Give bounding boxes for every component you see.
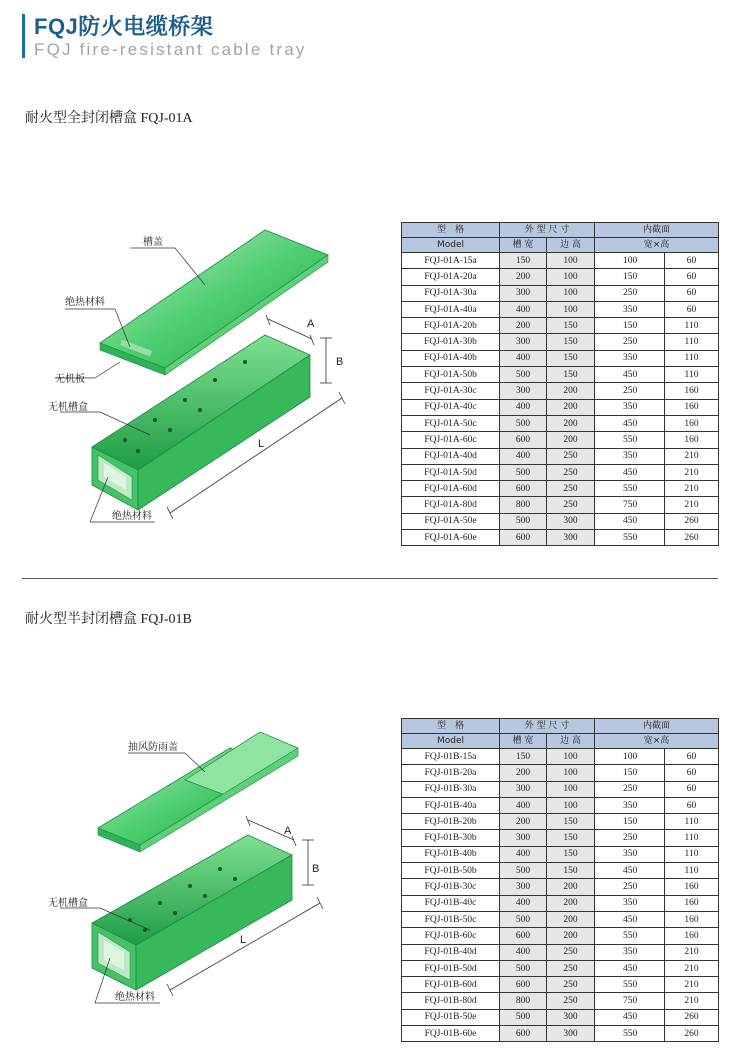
table-row xyxy=(402,367,719,383)
cell-width: 400 xyxy=(500,797,547,813)
table-row xyxy=(402,350,719,366)
cell-model: FQJ-01B-50c xyxy=(402,911,500,927)
cell-width: 800 xyxy=(500,497,547,513)
cell-width: 200 xyxy=(500,318,547,334)
cell-inner-height: 60 xyxy=(665,749,719,765)
cell-inner-width: 350 xyxy=(595,797,665,813)
table-row xyxy=(402,830,719,846)
cell-model: FQJ-01A-40a xyxy=(402,301,500,317)
cell-inner-width: 750 xyxy=(595,497,665,513)
cell-inner-height: 110 xyxy=(665,846,719,862)
cell-width: 600 xyxy=(500,1026,547,1042)
cell-inner-width: 350 xyxy=(595,846,665,862)
table-row xyxy=(402,383,719,399)
cell-model: FQJ-01B-60e xyxy=(402,1026,500,1042)
table-row xyxy=(402,977,719,993)
cell-edge: 200 xyxy=(547,432,595,448)
cell-inner-width: 450 xyxy=(595,415,665,431)
cell-inner-height: 110 xyxy=(665,334,719,350)
cell-edge: 300 xyxy=(547,530,595,546)
table-row xyxy=(402,895,719,911)
cell-width: 300 xyxy=(500,781,547,797)
cell-inner-width: 450 xyxy=(595,367,665,383)
dim-l-label-b: L xyxy=(240,934,247,946)
cell-model: FQJ-01B-40c xyxy=(402,895,500,911)
table-row xyxy=(402,399,719,415)
cell-edge: 150 xyxy=(547,350,595,366)
cell-inner-height: 210 xyxy=(665,448,719,464)
cell-model: FQJ-01A-50c xyxy=(402,415,500,431)
cell-edge: 300 xyxy=(547,1009,595,1025)
cell-width: 600 xyxy=(500,977,547,993)
table-row xyxy=(402,911,719,927)
cell-edge: 150 xyxy=(547,814,595,830)
cell-inner-height: 210 xyxy=(665,497,719,513)
cell-inner-height: 110 xyxy=(665,367,719,383)
cell-inner-width: 150 xyxy=(595,765,665,781)
cell-edge: 250 xyxy=(547,448,595,464)
dim-b-label: B xyxy=(336,356,344,368)
cell-width: 400 xyxy=(500,350,547,366)
cell-edge: 150 xyxy=(547,334,595,350)
table-row xyxy=(402,781,719,797)
cell-edge: 250 xyxy=(547,944,595,960)
label-board: 无机板 xyxy=(55,374,85,385)
cell-model: FQJ-01A-80d xyxy=(402,497,500,513)
cell-inner-width: 350 xyxy=(595,448,665,464)
cell-edge: 300 xyxy=(547,513,595,529)
table-row xyxy=(402,797,719,813)
label-insulation-b: 绝热材料 xyxy=(115,992,155,1003)
cell-width: 150 xyxy=(500,749,547,765)
cell-inner-height: 260 xyxy=(665,1026,719,1042)
trough-b xyxy=(92,835,292,990)
table-row xyxy=(402,269,719,285)
cell-width: 500 xyxy=(500,911,547,927)
cell-model: FQJ-01A-30a xyxy=(402,285,500,301)
cell-edge: 150 xyxy=(547,830,595,846)
cell-width: 500 xyxy=(500,960,547,976)
section-a-diagram xyxy=(20,215,370,535)
dim-a-label: A xyxy=(307,318,315,330)
cell-model: FQJ-01A-30b xyxy=(402,334,500,350)
cell-width: 300 xyxy=(500,830,547,846)
cell-model: FQJ-01B-20a xyxy=(402,765,500,781)
cell-inner-height: 110 xyxy=(665,350,719,366)
cell-edge: 200 xyxy=(547,415,595,431)
cell-edge: 200 xyxy=(547,383,595,399)
th-width: 槽 宽 xyxy=(500,238,547,253)
cell-inner-height: 160 xyxy=(665,399,719,415)
cell-inner-height: 210 xyxy=(665,977,719,993)
cell-inner-height: 160 xyxy=(665,415,719,431)
table-row xyxy=(402,879,719,895)
cell-edge: 100 xyxy=(547,765,595,781)
cell-inner-width: 250 xyxy=(595,285,665,301)
cell-inner-width: 350 xyxy=(595,301,665,317)
cell-inner-width: 350 xyxy=(595,399,665,415)
dim-b-label-b: B xyxy=(312,863,320,875)
cell-model: FQJ-01B-60d xyxy=(402,977,500,993)
table-row xyxy=(402,464,719,480)
cell-width: 300 xyxy=(500,334,547,350)
cell-inner-width: 250 xyxy=(595,383,665,399)
cell-width: 500 xyxy=(500,367,547,383)
label-trough-b: 无机槽盒 xyxy=(48,898,88,909)
cell-edge: 150 xyxy=(547,863,595,879)
cell-inner-height: 110 xyxy=(665,863,719,879)
cell-inner-height: 110 xyxy=(665,830,719,846)
cell-edge: 100 xyxy=(547,253,595,269)
cell-model: FQJ-01A-60d xyxy=(402,481,500,497)
cell-width: 400 xyxy=(500,448,547,464)
cell-model: FQJ-01B-50b xyxy=(402,863,500,879)
th-outer-b: 外 型 尺 寸 xyxy=(500,719,595,734)
trough-a xyxy=(92,335,310,510)
cell-edge: 150 xyxy=(547,318,595,334)
label-insulation-top: 绝热材料 xyxy=(65,297,105,308)
cell-inner-width: 450 xyxy=(595,513,665,529)
cell-model: FQJ-01B-50e xyxy=(402,1009,500,1025)
cell-width: 400 xyxy=(500,944,547,960)
page-subtitle: FQJ fire-resistant cable tray xyxy=(34,40,307,59)
cell-model: FQJ-01A-50d xyxy=(402,464,500,480)
th-inner-bottom-b: 宽×高 xyxy=(595,734,719,749)
label-insulation-bottom: 绝热材料 xyxy=(112,511,152,522)
cell-inner-width: 450 xyxy=(595,464,665,480)
cell-inner-height: 60 xyxy=(665,797,719,813)
cell-model: FQJ-01B-30a xyxy=(402,781,500,797)
table-row xyxy=(402,253,719,269)
cell-inner-height: 210 xyxy=(665,944,719,960)
cell-model: FQJ-01B-20b xyxy=(402,814,500,830)
cell-width: 500 xyxy=(500,415,547,431)
cell-width: 400 xyxy=(500,301,547,317)
cell-inner-height: 260 xyxy=(665,1009,719,1025)
cell-edge: 200 xyxy=(547,911,595,927)
cell-edge: 150 xyxy=(547,367,595,383)
cell-edge: 200 xyxy=(547,879,595,895)
cell-inner-height: 210 xyxy=(665,960,719,976)
cell-model: FQJ-01B-40b xyxy=(402,846,500,862)
cell-model: FQJ-01A-20a xyxy=(402,269,500,285)
cell-model: FQJ-01B-80d xyxy=(402,993,500,1009)
cell-model: FQJ-01A-30c xyxy=(402,383,500,399)
th-outer: 外 型 尺 寸 xyxy=(500,223,595,238)
table-row xyxy=(402,1009,719,1025)
cell-model: FQJ-01A-60e xyxy=(402,530,500,546)
table-row xyxy=(402,432,719,448)
th-model-top-b: 型 格 xyxy=(402,719,500,734)
section-a-title: 耐火型全封闭槽盒 FQJ-01A xyxy=(25,111,193,126)
cell-width: 300 xyxy=(500,285,547,301)
cell-inner-width: 250 xyxy=(595,334,665,350)
table-row xyxy=(402,846,719,862)
cell-model: FQJ-01A-15a xyxy=(402,253,500,269)
cell-inner-width: 100 xyxy=(595,253,665,269)
th-inner-top-b: 内截面 xyxy=(595,719,719,734)
cell-inner-width: 550 xyxy=(595,1026,665,1042)
table-row xyxy=(402,318,719,334)
cell-width: 300 xyxy=(500,383,547,399)
cell-width: 500 xyxy=(500,863,547,879)
cell-width: 500 xyxy=(500,1009,547,1025)
cell-inner-width: 100 xyxy=(595,749,665,765)
dim-a-label-b: A xyxy=(284,825,292,837)
cell-inner-height: 60 xyxy=(665,269,719,285)
table-row xyxy=(402,334,719,350)
cell-edge: 250 xyxy=(547,481,595,497)
table-row xyxy=(402,448,719,464)
cell-inner-width: 550 xyxy=(595,481,665,497)
cell-inner-height: 60 xyxy=(665,253,719,269)
cell-inner-height: 160 xyxy=(665,879,719,895)
cell-inner-height: 160 xyxy=(665,928,719,944)
cell-inner-width: 150 xyxy=(595,269,665,285)
cell-inner-height: 210 xyxy=(665,464,719,480)
table-row xyxy=(402,814,719,830)
cell-edge: 100 xyxy=(547,285,595,301)
cell-edge: 250 xyxy=(547,993,595,1009)
table-row xyxy=(402,415,719,431)
cell-edge: 100 xyxy=(547,749,595,765)
cell-inner-width: 350 xyxy=(595,944,665,960)
table-row xyxy=(402,960,719,976)
cell-width: 200 xyxy=(500,269,547,285)
cell-inner-width: 450 xyxy=(595,960,665,976)
cell-inner-width: 550 xyxy=(595,530,665,546)
cell-edge: 250 xyxy=(547,464,595,480)
cell-model: FQJ-01A-50b xyxy=(402,367,500,383)
cell-model: FQJ-01B-40a xyxy=(402,797,500,813)
cell-inner-width: 550 xyxy=(595,928,665,944)
cell-inner-width: 550 xyxy=(595,977,665,993)
header-accent-bar xyxy=(22,14,25,58)
cell-edge: 250 xyxy=(547,497,595,513)
cell-model: FQJ-01A-20b xyxy=(402,318,500,334)
th-edge-b: 边 高 xyxy=(547,734,595,749)
cell-width: 600 xyxy=(500,481,547,497)
cell-inner-width: 250 xyxy=(595,830,665,846)
cell-width: 600 xyxy=(500,432,547,448)
cell-inner-width: 150 xyxy=(595,318,665,334)
cell-width: 400 xyxy=(500,846,547,862)
cell-model: FQJ-01B-50d xyxy=(402,960,500,976)
cell-width: 200 xyxy=(500,765,547,781)
cell-inner-width: 450 xyxy=(595,863,665,879)
page-title: FQJ防火电缆桥架 xyxy=(34,14,214,39)
cell-inner-width: 150 xyxy=(595,814,665,830)
table-row xyxy=(402,301,719,317)
cell-model: FQJ-01A-60c xyxy=(402,432,500,448)
th-model-bottom: Model xyxy=(402,238,500,253)
cell-model: FQJ-01A-50e xyxy=(402,513,500,529)
cell-edge: 200 xyxy=(547,928,595,944)
th-model-bottom-b: Model xyxy=(402,734,500,749)
cell-edge: 100 xyxy=(547,301,595,317)
cell-width: 200 xyxy=(500,814,547,830)
cell-inner-height: 160 xyxy=(665,383,719,399)
cell-width: 600 xyxy=(500,928,547,944)
cell-edge: 100 xyxy=(547,269,595,285)
cell-inner-height: 60 xyxy=(665,781,719,797)
cell-inner-height: 60 xyxy=(665,301,719,317)
cell-inner-width: 450 xyxy=(595,1009,665,1025)
table-row xyxy=(402,749,719,765)
table-row xyxy=(402,481,719,497)
cell-model: FQJ-01A-40b xyxy=(402,350,500,366)
cell-model: FQJ-01B-15a xyxy=(402,749,500,765)
cell-inner-width: 750 xyxy=(595,993,665,1009)
cell-inner-height: 210 xyxy=(665,481,719,497)
cell-inner-width: 350 xyxy=(595,350,665,366)
cell-edge: 150 xyxy=(547,846,595,862)
cell-inner-height: 160 xyxy=(665,895,719,911)
th-model-top: 型 格 xyxy=(402,223,500,238)
cell-inner-height: 260 xyxy=(665,530,719,546)
cell-width: 500 xyxy=(500,464,547,480)
section-divider xyxy=(22,578,718,579)
spec-table-a xyxy=(401,222,719,546)
cell-inner-width: 550 xyxy=(595,432,665,448)
cell-inner-width: 350 xyxy=(595,895,665,911)
cell-model: FQJ-01A-40c xyxy=(402,399,500,415)
table-row xyxy=(402,944,719,960)
cell-model: FQJ-01B-40d xyxy=(402,944,500,960)
cell-inner-width: 250 xyxy=(595,879,665,895)
table-row xyxy=(402,497,719,513)
cell-edge: 300 xyxy=(547,1026,595,1042)
cell-inner-height: 60 xyxy=(665,765,719,781)
cell-width: 500 xyxy=(500,513,547,529)
table-row xyxy=(402,513,719,529)
cell-inner-height: 160 xyxy=(665,432,719,448)
cell-edge: 200 xyxy=(547,895,595,911)
cell-edge: 250 xyxy=(547,977,595,993)
cell-width: 800 xyxy=(500,993,547,1009)
cell-width: 400 xyxy=(500,895,547,911)
cell-model: FQJ-01A-40d xyxy=(402,448,500,464)
cell-width: 600 xyxy=(500,530,547,546)
cell-edge: 100 xyxy=(547,797,595,813)
cell-model: FQJ-01B-30b xyxy=(402,830,500,846)
cell-edge: 250 xyxy=(547,960,595,976)
section-b-title: 耐火型半封闭槽盒 FQJ-01B xyxy=(25,612,192,627)
table-row xyxy=(402,765,719,781)
th-inner-top: 内截面 xyxy=(595,223,719,238)
th-edge: 边 高 xyxy=(547,238,595,253)
cell-inner-height: 110 xyxy=(665,814,719,830)
cell-edge: 100 xyxy=(547,781,595,797)
cell-inner-height: 210 xyxy=(665,993,719,1009)
cell-edge: 200 xyxy=(547,399,595,415)
cell-inner-width: 250 xyxy=(595,781,665,797)
table-row xyxy=(402,863,719,879)
table-row xyxy=(402,993,719,1009)
cell-inner-height: 110 xyxy=(665,318,719,334)
table-row xyxy=(402,285,719,301)
label-trough: 无机槽盒 xyxy=(48,402,88,413)
table-row xyxy=(402,928,719,944)
cell-width: 150 xyxy=(500,253,547,269)
label-rain-cover: 抽风防雨盖 xyxy=(128,742,178,753)
label-cover: 槽盖 xyxy=(143,237,163,248)
dim-l-label: L xyxy=(258,438,265,450)
spec-table-b xyxy=(401,718,719,1042)
table-row xyxy=(402,1026,719,1042)
cell-inner-height: 260 xyxy=(665,513,719,529)
th-width-b: 槽 宽 xyxy=(500,734,547,749)
cell-model: FQJ-01B-60c xyxy=(402,928,500,944)
th-inner-bottom: 宽×高 xyxy=(595,238,719,253)
cell-inner-height: 160 xyxy=(665,911,719,927)
cell-model: FQJ-01B-30c xyxy=(402,879,500,895)
section-b-diagram xyxy=(20,720,370,1020)
cell-width: 400 xyxy=(500,399,547,415)
cell-inner-width: 450 xyxy=(595,911,665,927)
cell-width: 300 xyxy=(500,879,547,895)
table-row xyxy=(402,530,719,546)
cell-inner-height: 60 xyxy=(665,285,719,301)
